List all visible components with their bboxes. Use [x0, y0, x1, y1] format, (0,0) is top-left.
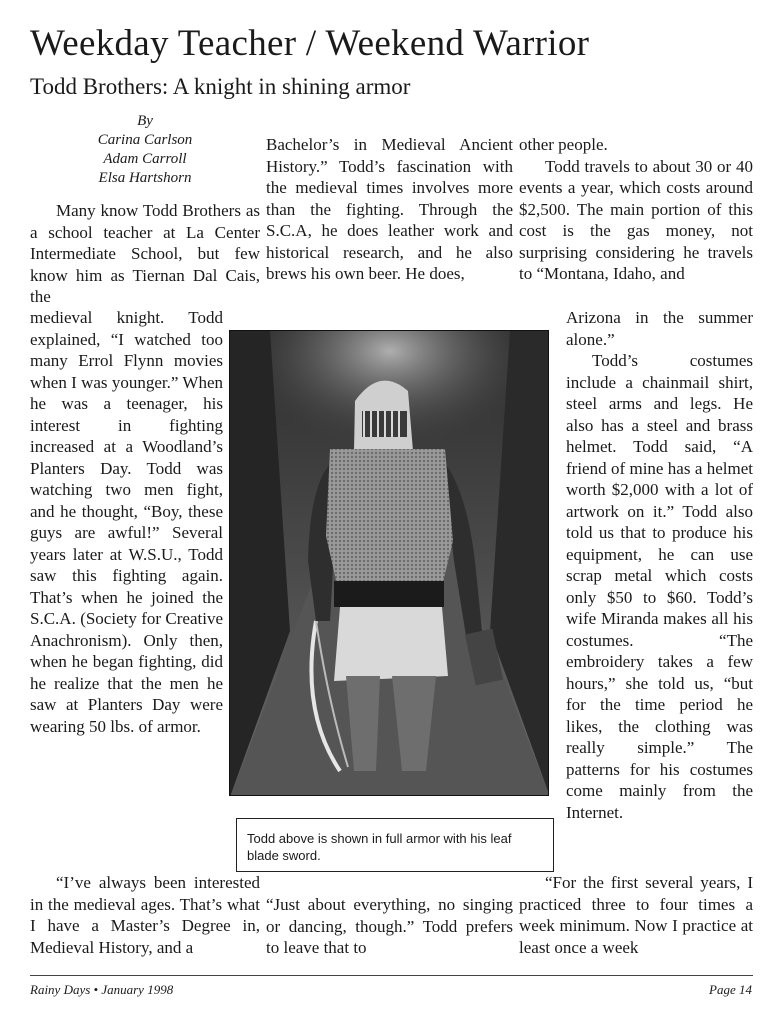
footer-publication: Rainy Days • January 1998 [30, 982, 174, 997]
photo-caption: Todd above is shown in full armor with his leaf blade sword. [236, 818, 554, 872]
paragraph: medieval knight. Todd explained, “I watched too many Errol Flynn movies when I was younger.” When he was a teenager, his interest in fighting increased at a Woodland’s Planters Day. Todd was watching two men fight, and he thought, “Boy, these guys are awful!” Several years later at W.S.U., Todd saw this fighting again. That’s when he joined the S.C.A. (Society for Creative Anachronism). Only then, when he began fighting, did he realize that the men he saw at Planters Day were wearing 50 lbs. of armor. [30, 308, 223, 736]
footer-page-number: Page 14 [709, 982, 752, 997]
paragraph: Todd’s costumes include a chainmail shirt, steel arms and legs. He also has a steel and brass helmet. Todd said, “A friend of mine has a helmet worth $2,000 with a lot of artwork on it.” Todd also told us that to produce his equipment, he can use scrap metal which costs only $50 to $60. Todd’s wife Miranda makes all his costumes. “The embroidery takes a few hours,” she told us, “but for the time period he likes, the clothing was really simple.” The patterns for his costumes come mainly from the Internet. [566, 351, 753, 822]
column-2-top [266, 134, 513, 285]
column-1-bottom [30, 872, 260, 958]
paragraph: Arizona in the summer alone.” [566, 308, 753, 349]
column-1-top [30, 200, 260, 308]
column-1-wrapped [30, 307, 223, 737]
column-3-bottom [519, 872, 753, 958]
column-2-bottom [266, 894, 513, 959]
paragraph: “For the first several years, I practiced three to four times a week minimum. Now I practice at least once a week [519, 873, 753, 957]
author-name: Carina Carlson [97, 132, 193, 148]
byline-label: By [137, 113, 153, 129]
paragraph: Many know Todd Brothers as a school teacher at La Center Intermediate School, but few know him as Tiernan Dal Cais, the [30, 201, 260, 306]
author-name: Elsa Hartshorn [98, 170, 192, 186]
subheadline: Todd Brothers: A knight in shining armor [30, 74, 411, 99]
column-3-top [519, 134, 753, 285]
knight-in-armor-illustration [230, 331, 549, 796]
paragraph: “I’ve always been interested in the medieval ages. That’s what I have a Master’s Degree in, Medieval History, and a [30, 873, 260, 957]
paragraph: other people. [519, 135, 608, 154]
author-name: Adam Carroll [103, 151, 187, 167]
paragraph: Todd travels to about 30 or 40 events a year, which costs around $2,500. The main portion of this cost is the gas money, not surprising considering he travels to “Montana, Idaho, and [519, 156, 753, 283]
headline: Weekday Teacher / Weekend Warrior [30, 23, 590, 64]
footer-rule [30, 975, 753, 976]
paragraph: “Just about everything, no singing or dancing, though.” Todd prefers to leave that to [266, 895, 513, 957]
paragraph: Bachelor’s in Medieval Ancient History.” Todd’s fascination with the medieval times involves more than the fighting. Through the S.C.A, he does leather work and historical research, and he also brews his own beer. He does, [266, 135, 513, 283]
knight-photo [229, 330, 549, 796]
column-3-wrapped [566, 307, 753, 823]
byline [30, 112, 260, 188]
